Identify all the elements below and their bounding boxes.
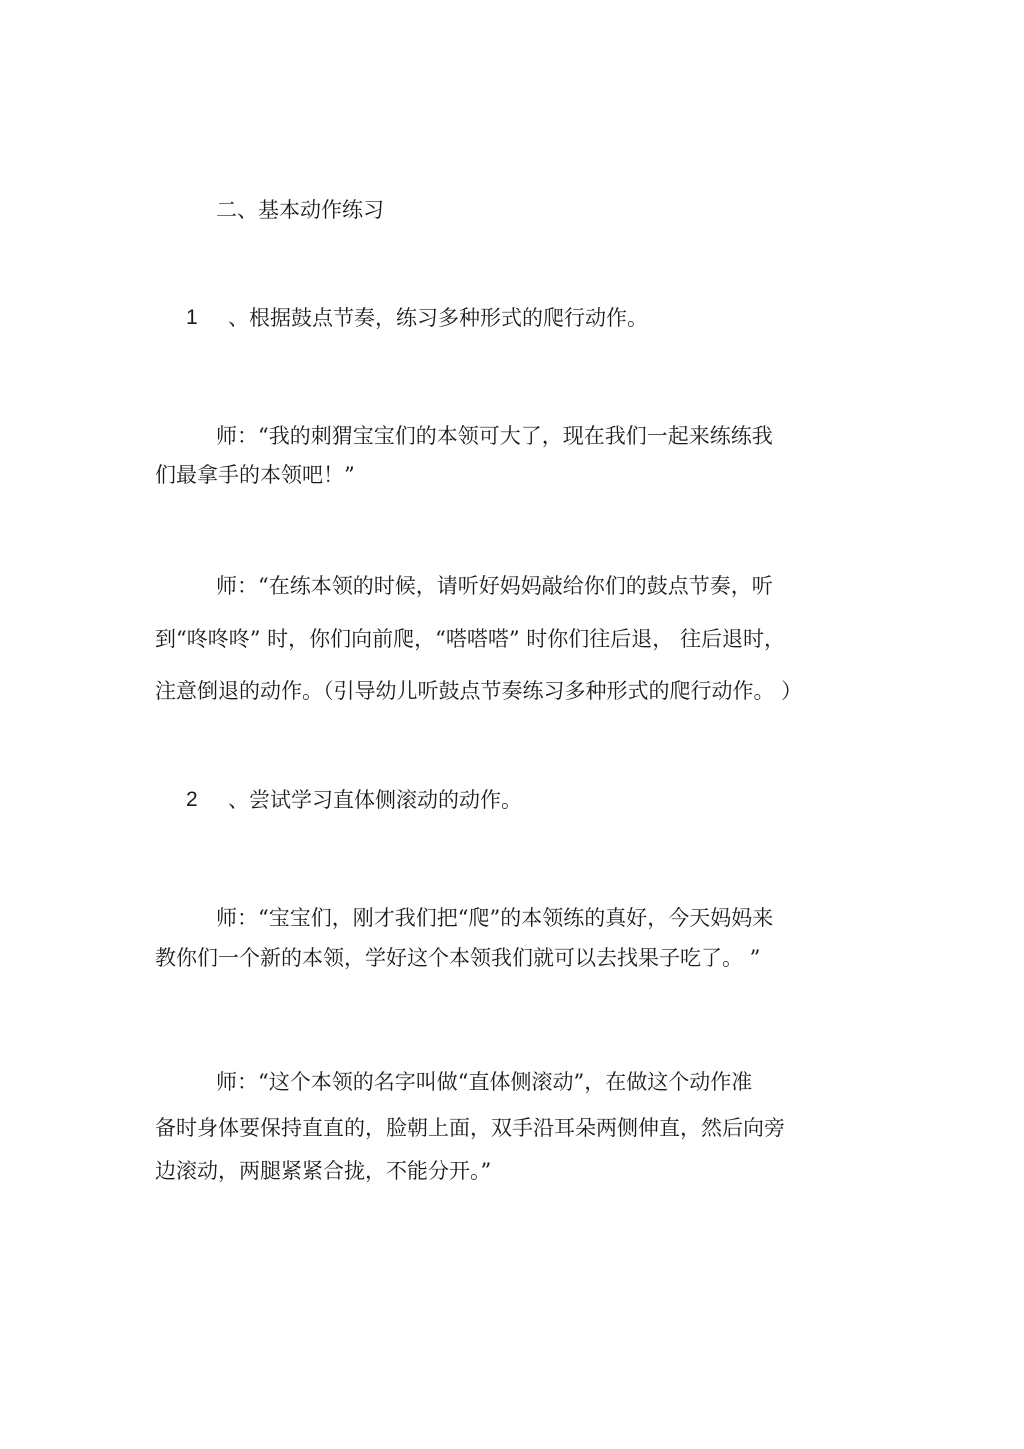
item-2-number: 2 <box>186 788 198 811</box>
item-1-number: 1 <box>186 306 198 329</box>
paragraph-2-line-3: 注意倒退的动作。（引导幼儿听鼓点节奏练习多种形式的爬行动作。 ） <box>155 679 803 703</box>
item-2-text: 、尝试学习直体侧滚动的动作。 <box>228 788 522 812</box>
paragraph-4-line-3: 边滚动，两腿紧紧合拢，不能分开。” <box>155 1159 492 1183</box>
paragraph-2-line-1: 师：“在练本领的时候，请听好妈妈敲给你们的鼓点节奏，听 <box>216 574 773 598</box>
paragraph-2-line-2: 到“咚咚咚” 时，你们向前爬，“嗒嗒嗒” 时你们往后退， 往后退时， <box>155 627 785 651</box>
paragraph-4-line-2: 备时身体要保持直直的，脸朝上面，双手沿耳朵两侧伸直，然后向旁 <box>155 1116 785 1140</box>
paragraph-4-line-1: 师：“这个本领的名字叫做“直体侧滚动”，在做这个动作准 <box>216 1070 753 1094</box>
item-1-text: 、根据鼓点节奏，练习多种形式的爬行动作。 <box>228 306 648 330</box>
paragraph-3-line-2: 教你们一个新的本领，学好这个本领我们就可以去找果子吃了。 ” <box>155 946 761 970</box>
paragraph-1-line-1: 师：“我的刺猬宝宝们的本领可大了，现在我们一起来练练我 <box>216 424 773 448</box>
paragraph-1-line-2: 们最拿手的本领吧！” <box>155 463 355 487</box>
paragraph-3-line-1: 师：“宝宝们，刚才我们把“爬”的本领练的真好，今天妈妈来 <box>216 906 774 930</box>
section-heading: 二、基本动作练习 <box>216 198 384 222</box>
